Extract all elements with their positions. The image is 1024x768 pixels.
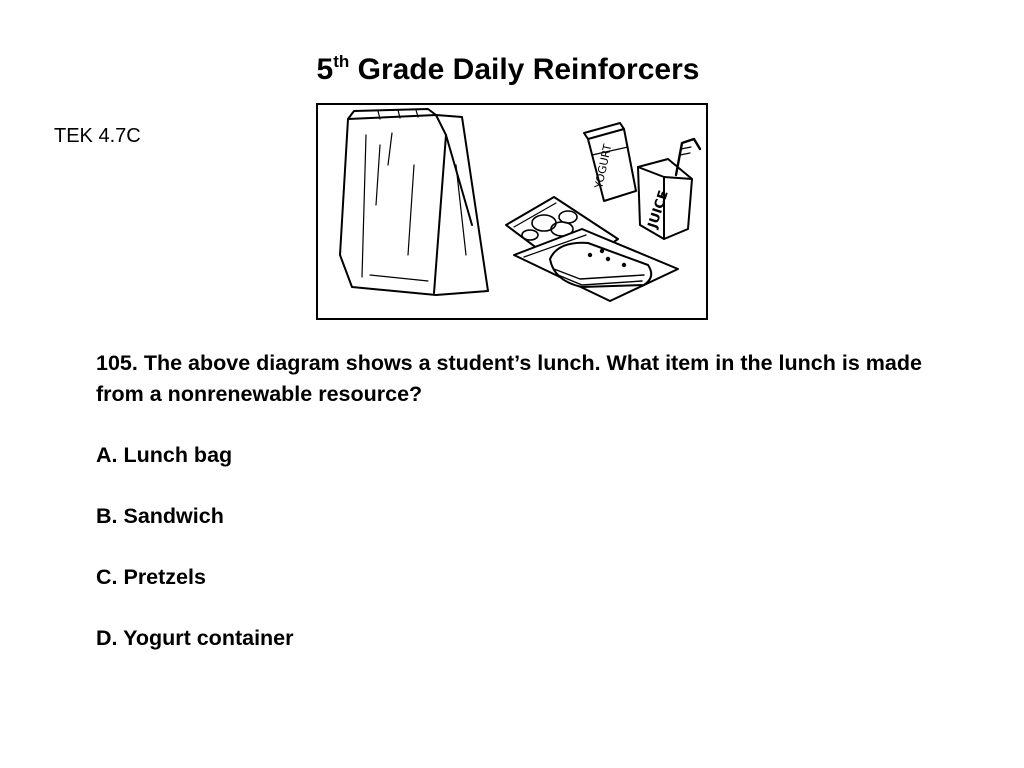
question-text: 105. The above diagram shows a student’s lunch. What item in the lunch is made from a nonrenewable resource?: [96, 351, 922, 406]
title-text: Grade Daily Reinforcers: [349, 53, 700, 86]
answer-option-d: D. Yogurt container: [96, 626, 294, 650]
yogurt-container-drawing: [584, 123, 636, 201]
answer-option-c: C. Pretzels: [96, 565, 206, 589]
title-superscript: th: [333, 52, 350, 71]
answer-option-a: A. Lunch bag: [96, 443, 233, 467]
juice-label: JUICE: [645, 188, 672, 231]
lunch-bag-drawing: [340, 109, 488, 295]
lunch-diagram: [316, 103, 708, 320]
page-title: [0, 50, 1016, 90]
lunch-illustration: [318, 105, 706, 318]
answer-option-b: B. Sandwich: [96, 504, 224, 528]
title-grade-number: 5: [316, 53, 334, 86]
tek-label: TEK 4.7C: [54, 125, 141, 147]
juice-box-drawing: [638, 139, 700, 239]
yogurt-label: YOGURT: [592, 142, 615, 190]
